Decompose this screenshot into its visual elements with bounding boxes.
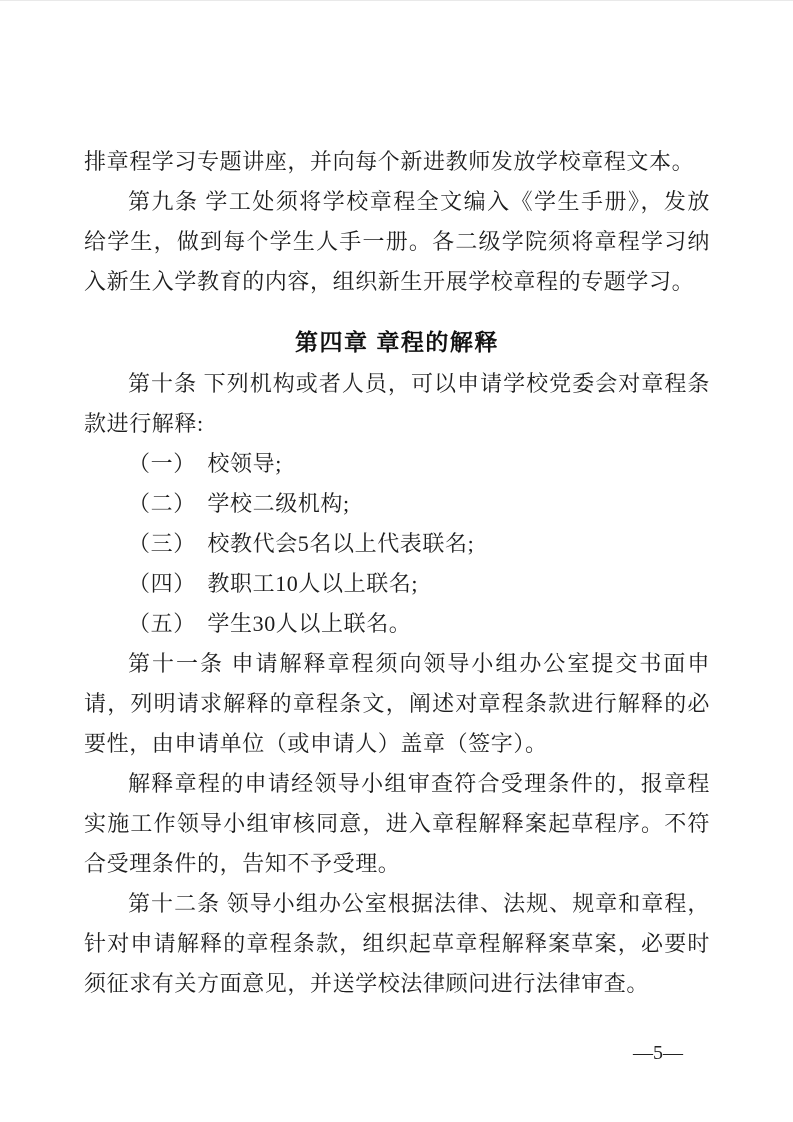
- paragraph-continuation: 排章程学习专题讲座，并向每个新进教师发放学校章程文本。: [84, 149, 695, 174]
- document-body: [84, 142, 710, 1004]
- paragraph-article-12: 第十二条 领导小组办公室根据法律、法规、规章和章程，针对申请解释的章程条款，组织起草章程解释案草案，必要时须征求有关方面意见，并送学校法律顾问进行法律审查。: [84, 891, 710, 996]
- chapter-heading: 第四章 章程的解释: [295, 329, 499, 355]
- list-item-1: （一） 校领导;: [128, 451, 282, 476]
- page-number: —5—: [633, 1042, 683, 1064]
- paragraph-article-9: 第九条 学工处须将学校章程全文编入《学生手册》，发放给学生，做到每个学生人手一册。各二级学院须将章程学习纳入新生入学教育的内容，组织新生开展学校章程的专题学习。: [84, 189, 710, 294]
- list-item-5: （五） 学生30人以上联名。: [128, 611, 412, 636]
- paragraph-article-10-intro: 第十条 下列机构或者人员，可以申请学校党委会对章程条款进行解释:: [84, 371, 710, 436]
- list-item-2: （二） 学校二级机构;: [128, 491, 350, 516]
- paragraph-acceptance: 解释章程的申请经领导小组审查符合受理条件的，报章程实施工作领导小组审核同意，进入章程解释案起草程序。不符合受理条件的，告知不予受理。: [84, 771, 710, 876]
- list-item-4: （四） 教职工10人以上联名;: [128, 571, 419, 596]
- list-item-3: （三） 校教代会5名以上代表联名;: [128, 531, 475, 556]
- paragraph-article-11: 第十一条 申请解释章程须向领导小组办公室提交书面申请，列明请求解释的章程条文，阐述对章程条款进行解释的必要性，由申请单位（或申请人）盖章（签字）。: [84, 651, 710, 756]
- page-footer: [633, 1039, 683, 1067]
